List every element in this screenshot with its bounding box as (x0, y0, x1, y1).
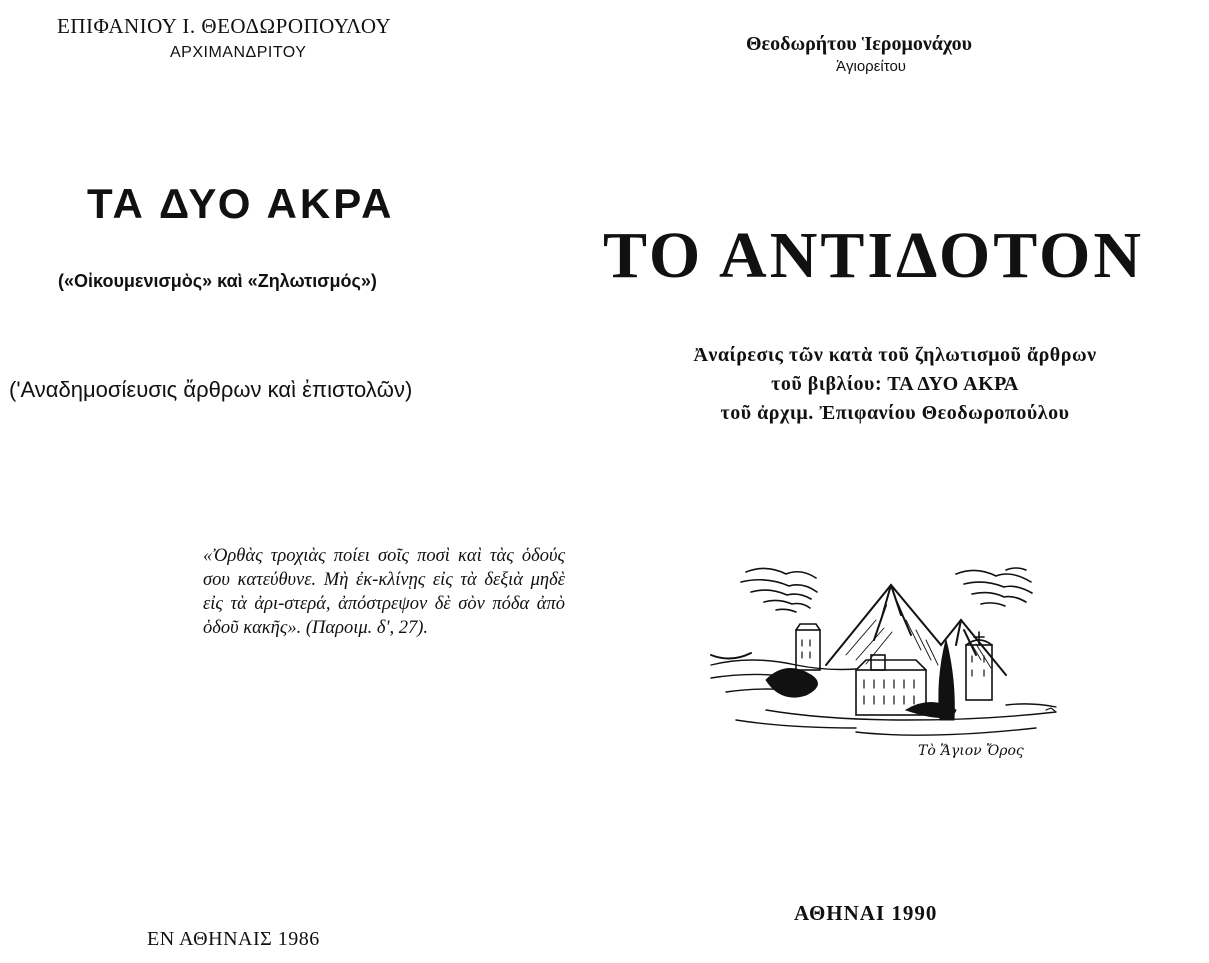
right-refutation-subtitle (612, 341, 1178, 428)
left-book-subtitle: («Οἰκουμενισμὸς» καὶ «Ζηλωτισμός») (58, 271, 377, 291)
right-author-origin: Ἁγιορείτου (836, 58, 906, 75)
monastery-windows (802, 640, 984, 704)
left-author: ΕΠΙΦΑΝΙΟΥ Ι. ΘΕΟΔΩΡΟΠΟΥΛΟΥ (57, 14, 392, 38)
right-imprint: ΑΘΗΝΑΙ 1990 (794, 901, 938, 925)
right-book-title: ΤΟ ΑΝΤΙΔΟΤΟΝ (603, 219, 1145, 292)
left-author-rank: ΑΡΧΙΜΑΝΔΡΙΤΟΥ (170, 44, 307, 61)
cloud-left-sketch (741, 568, 817, 612)
left-reprint-note: ('Αναδημοσίευσις ἄρθρων καὶ ἐπιστολῶν) (9, 377, 413, 402)
refutation-line-2: τοῦ βιβλίου: ΤΑ ΔΥΟ ΑΚΡΑ (771, 373, 1019, 395)
left-imprint: ΕΝ ΑΘΗΝΑΙΣ 1986 (147, 928, 320, 950)
refutation-line-3: τοῦ ἀρχιμ. Ἐπιφανίου Θεοδωροπούλου (720, 402, 1070, 424)
sketch-caption: Τὸ Ἅγιον Ὄρος (918, 743, 1024, 759)
mount-athos-illustration (706, 560, 1066, 770)
left-book-title: ΤΑ ΔΥΟ ΑΚΡΑ (87, 180, 395, 227)
cloud-right-sketch (956, 568, 1032, 606)
right-author: Θεοδωρήτου Ἱερομονάχου (746, 33, 972, 55)
left-epigraph: «Ὀρθὰς τροχιὰς ποίει σοῖς ποσὶ καὶ τὰς ὁδούς σου κατεύθυνε. Μὴ ἐκ-κλίνῃς εἰς τὰ δεξιὰ μηδὲ εἰς τὰ ἀρι-στερά, ἀπόστρεψον δὲ σὸν πόδα ἀπὸ ὁδοῦ κακῆς». (Παροιμ. δ', 27). (203, 546, 565, 638)
dark-rocks (766, 669, 817, 697)
refutation-line-1: Ἀναίρεσις τῶν κατὰ τοῦ ζηλωτισμοῦ ἄρθρων (693, 344, 1097, 366)
